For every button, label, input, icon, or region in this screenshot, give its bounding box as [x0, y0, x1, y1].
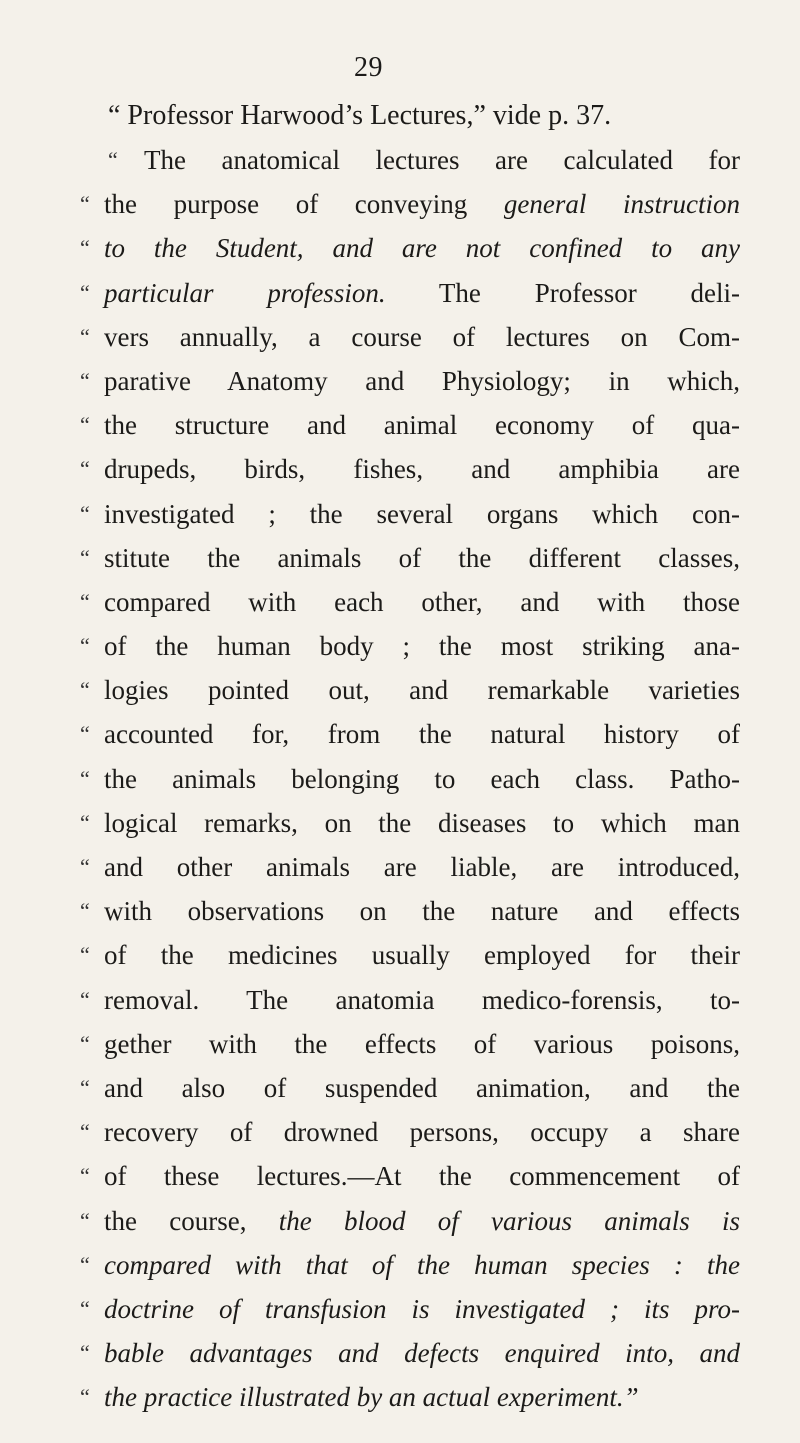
text-run: gether with the effects of various poisons, [104, 1028, 740, 1059]
text-line [80, 1022, 740, 1066]
text-line [80, 845, 740, 889]
italic-text-run: general instruction [503, 189, 741, 220]
text-line [80, 1331, 740, 1375]
text-line [80, 1287, 740, 1331]
italic-text-run: doctrine of transfusion is investigated ; its pro- [104, 1293, 740, 1324]
text-line [80, 978, 740, 1022]
page-heading: “ Professor Harwood’s Lectures,” vide p. 37. [108, 100, 612, 131]
text-run: parative Anatomy and Physiology; in which, [104, 365, 740, 396]
text-run: logical remarks, on the diseases to which man [104, 807, 740, 838]
text-line [80, 138, 740, 182]
text-run: the structure and animal economy of qua- [104, 410, 740, 441]
text-run: recovery of drowned persons, occupy a share [104, 1117, 740, 1148]
text-run: removal. The anatomia medico-forensis, to- [104, 984, 740, 1015]
text-run: stitute the animals of the different classes, [104, 542, 740, 573]
text-run: the purpose of conveying [104, 189, 504, 220]
text-line [80, 1110, 740, 1154]
text-line [80, 624, 740, 668]
text-line [80, 359, 740, 403]
text-run: vers annually, a course of lectures on Com- [104, 321, 740, 352]
italic-text-run: to the Student, and are not confined to any [104, 233, 740, 264]
text-run: of these lectures.—At the commencement of [104, 1161, 740, 1192]
italic-text-run: compared with that of the human species : the [104, 1249, 740, 1280]
text-line [80, 1154, 740, 1198]
text-run: compared with each other, and with those [104, 586, 740, 617]
text-line [80, 933, 740, 977]
text-line [80, 492, 740, 536]
text-run: of the medicines usually employed for their [104, 940, 740, 971]
text-line [80, 889, 740, 933]
italic-text-run: the blood of various animals is [278, 1205, 740, 1236]
text-line [80, 1199, 740, 1243]
text-run: the animals belonging to each class. Patho- [104, 763, 740, 794]
text-line [80, 182, 740, 226]
text-line [80, 580, 740, 624]
text-line [80, 226, 740, 270]
text-line [80, 536, 740, 580]
text-run: and other animals are liable, are introduced, [104, 852, 740, 882]
italic-text-run: particular profession. [104, 277, 386, 308]
italic-text-run: the practice illustrated by an actual experiment.” [104, 1382, 639, 1413]
text-run: The Professor deli- [385, 277, 740, 308]
text-line [80, 403, 740, 447]
text-line [80, 757, 740, 801]
text-line [80, 1243, 740, 1287]
text-run: the course, [104, 1205, 279, 1236]
text-run: and also of suspended animation, and the [104, 1072, 740, 1103]
text-run: logies pointed out, and remarkable varieties [104, 675, 740, 706]
text-run: drupeds, birds, fishes, and amphibia are [104, 454, 740, 485]
text-run: with observations on the nature and effects [104, 896, 740, 927]
quoted-text-block [80, 138, 740, 1419]
text-line [80, 801, 740, 845]
text-line [80, 668, 740, 712]
text-line [80, 447, 740, 491]
text-run: accounted for, from the natural history of [104, 719, 740, 750]
italic-text-run: bable advantages and defects enquired into, and [104, 1338, 740, 1369]
text-line [80, 712, 740, 756]
page-number: 29 [354, 52, 383, 83]
text-run: The anatomical lectures are calculated for [144, 145, 740, 175]
text-line [80, 271, 740, 315]
text-line [80, 1375, 740, 1419]
text-run: of the human body ; the most striking ana- [104, 631, 740, 662]
text-line [80, 1066, 740, 1110]
text-line [80, 315, 740, 359]
text-run: investigated ; the several organs which con- [104, 498, 740, 529]
